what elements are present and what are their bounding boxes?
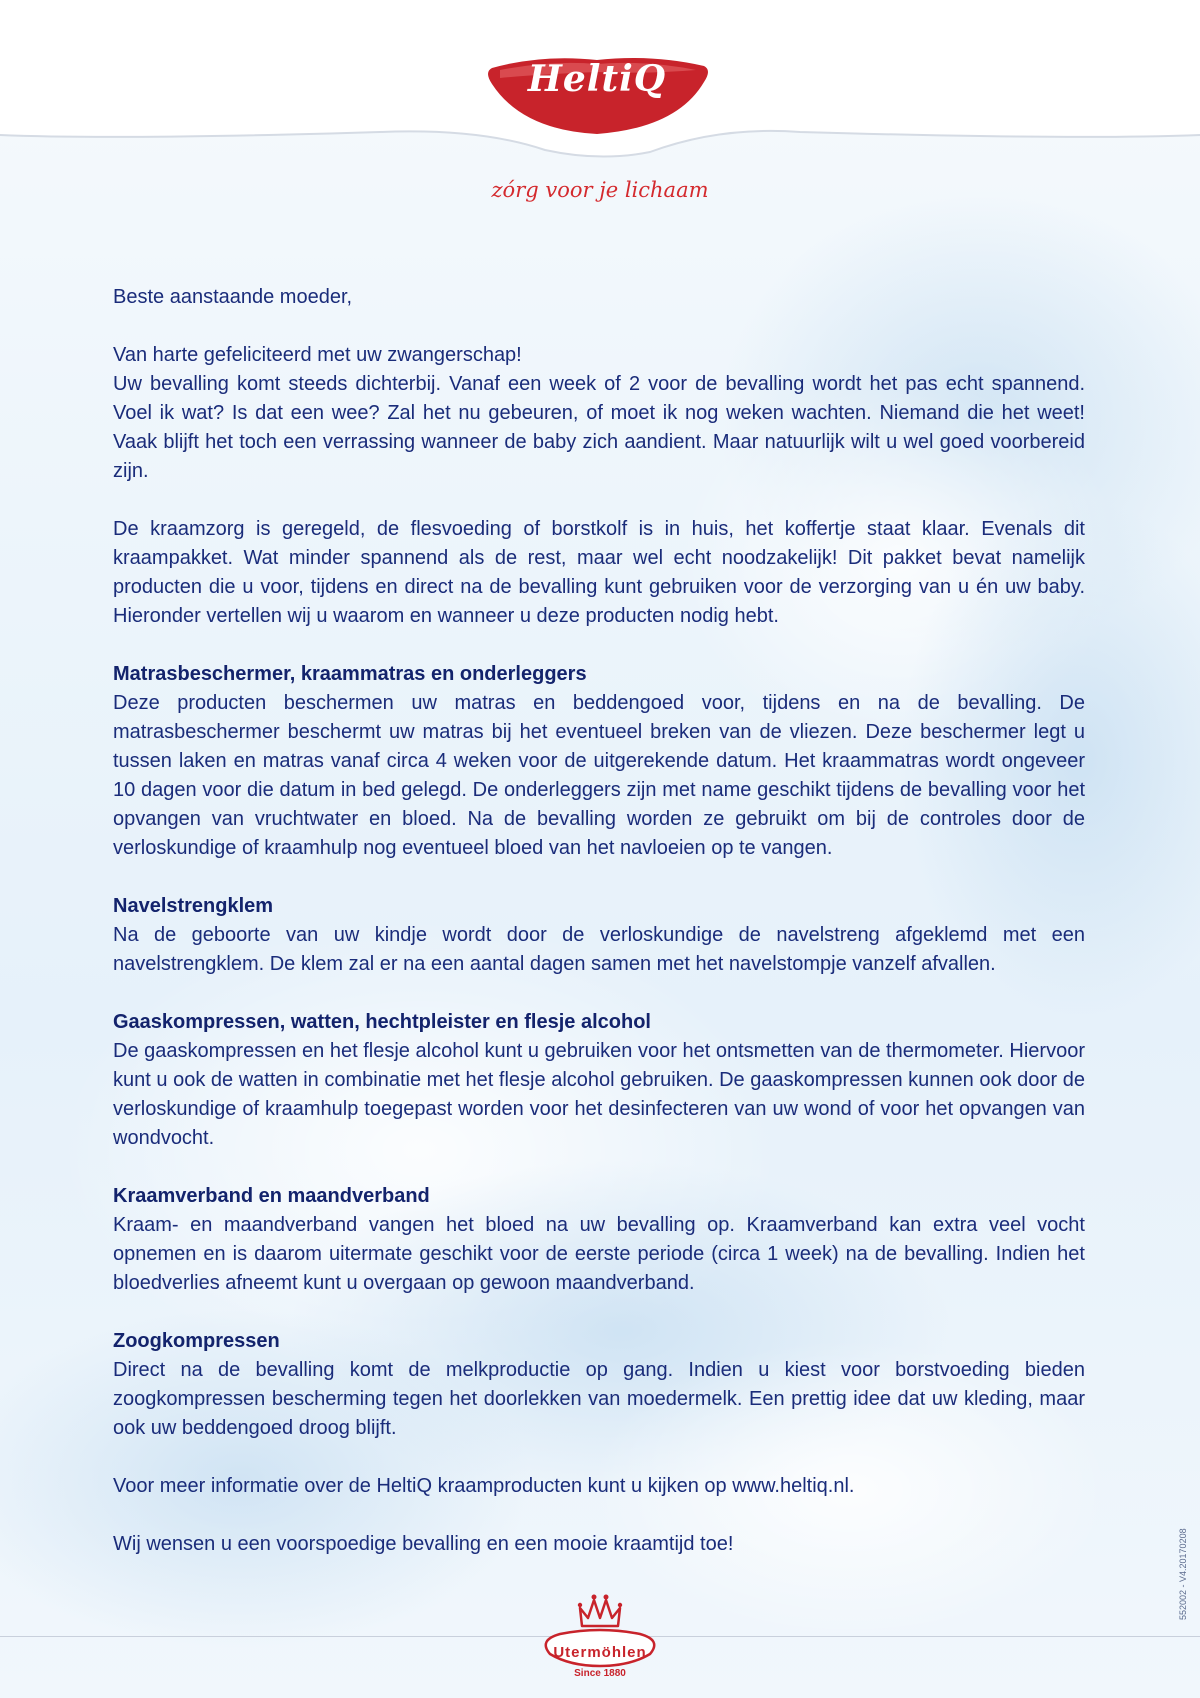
footer-since: Since 1880 bbox=[574, 1668, 626, 1679]
section-heading-kraamverband: Kraamverband en maandverband bbox=[113, 1185, 430, 1207]
document-code: 552002 - V4.20170208 bbox=[1178, 1528, 1188, 1620]
utermohlen-logo bbox=[530, 1586, 670, 1686]
section-body-kraamverband: Kraam- en maandverband vangen het bloed na uw bevalling op. Kraamverband kan extra veel vocht opnemen en is daarom uitermate geschikt voor de eerste periode (circa 1 week) na de bevalling. Indien het bloedverlies afneemt kunt u overgaan op gewoon maandverband. bbox=[113, 1214, 1085, 1294]
section-heading-gaaskompressen: Gaaskompressen, watten, hechtpleister en flesje alcohol bbox=[113, 1011, 651, 1033]
section-heading-matras: Matrasbeschermer, kraammatras en onderleggers bbox=[113, 663, 587, 685]
section-heading-navelstrengklem: Navelstrengklem bbox=[113, 895, 274, 917]
salutation: Beste aanstaande moeder, bbox=[113, 286, 353, 308]
heltiq-logo bbox=[482, 48, 712, 138]
section-body-matras: Deze producten beschermen uw matras en beddengoed voor, tijdens en na de bevalling. De matrasbeschermer beschermt uw matras bij het eventueel breken van de vliezen. Deze beschermer legt u tussen laken en matras vanaf circa 4 weken voor de uitgerekende datum. Het kraammatras wordt ongeveer 10 dagen voor die datum in bed gelegd. De onderleggers zijn met name geschikt tijdens de bevalling voor het opvangen van vruchtwater en bloed. Na de bevalling worden ze gebruikt om bij de controles door de verloskundige of kraamhulp nog eventueel bloed van het navloeien op te vangen. bbox=[113, 692, 1085, 859]
section-heading-zoogkompressen: Zoogkompressen bbox=[113, 1330, 280, 1352]
logo-text: HeltiQ bbox=[527, 58, 667, 100]
kit-paragraph: De kraamzorg is geregeld, de flesvoeding of borstkolf is in huis, het koffertje staat klaar. Evenals dit kraampakket. Wat minder spannend als de rest, maar wel echt noodzakelijk! Dit pakket bevat namelijk producten die u voor, tijdens en direct na de bevalling kunt gebruiken voor de verzorging van u én uw baby. Hieronder vertellen wij u waarom en wanneer u deze producten nodig hebt. bbox=[113, 518, 1085, 627]
tagline: zórg voor je lichaam bbox=[491, 178, 709, 202]
closing: Wij wensen u een voorspoedige bevalling en een mooie kraamtijd toe! bbox=[113, 1533, 734, 1555]
intro-congrats: Van harte gefeliciteerd met uw zwangerschap! bbox=[113, 344, 522, 366]
section-body-zoogkompressen: Direct na de bevalling komt de melkproductie op gang. Indien u kiest voor borstvoeding bieden zoogkompressen bescherming tegen het doorlekken van moedermelk. Een prettig idee dat uw kleding, maar ook uw beddengoed droog blijft. bbox=[113, 1359, 1085, 1439]
section-body-gaaskompressen: De gaaskompressen en het flesje alcohol kunt u gebruiken voor het ontsmetten van de thermometer. Hiervoor kunt u ook de watten in combinatie met het flesje alcohol gebruiken. De gaaskompressen kunnen ook door de verloskundige of kraamhulp toegepast worden voor het desinfecteren van uw wond of voor het opvangen van wondvocht. bbox=[113, 1040, 1085, 1149]
section-body-navelstrengklem: Na de geboorte van uw kindje wordt door de verloskundige de navelstreng afgeklemd met een navelstrengklem. De klem zal er na een aantal dagen samen met het navelstompje vanzelf afvallen. bbox=[113, 924, 1085, 975]
intro-paragraph: Uw bevalling komt steeds dichterbij. Vanaf een week of 2 voor de bevalling wordt het pas echt spannend. Voel ik wat? Is dat een wee? Zal het nu gebeuren, of moet ik nog weken wachten. Niemand die het weet! Vaak blijft het toch een verrassing wanneer de baby zich aandient. Maar natuurlijk wilt u wel goed voorbereid zijn. bbox=[113, 373, 1085, 482]
footer-brand: Utermöhlen bbox=[553, 1644, 647, 1661]
more-info: Voor meer informatie over de HeltiQ kraamproducten kunt u kijken op www.heltiq.nl. bbox=[113, 1475, 855, 1497]
letter-body bbox=[113, 283, 1085, 1559]
